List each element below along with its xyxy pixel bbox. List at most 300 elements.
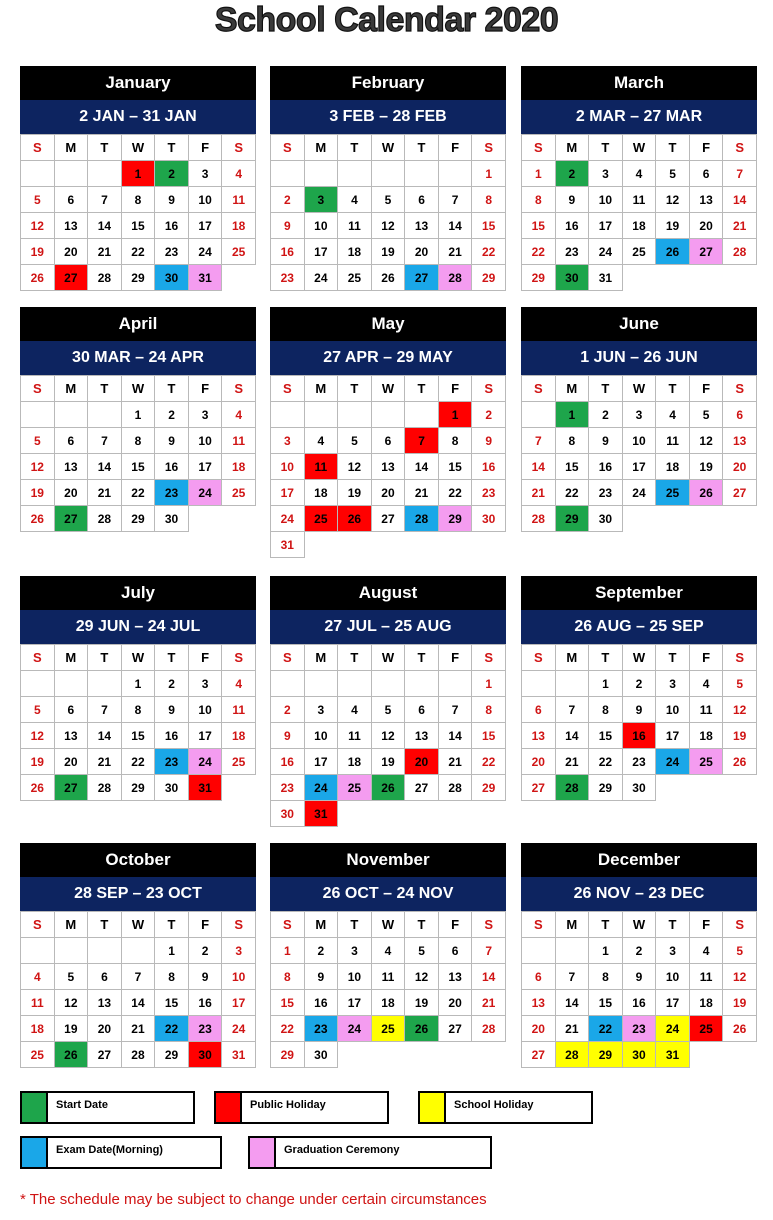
month-february <box>270 66 506 291</box>
calendar-day-empty <box>54 938 88 964</box>
day-of-week-header: M <box>304 376 338 402</box>
calendar-day: 26 <box>405 1016 439 1042</box>
calendar-day: 25 <box>338 775 372 801</box>
day-of-week-header: W <box>121 135 155 161</box>
day-of-week-header: S <box>21 135 55 161</box>
calendar-day-empty <box>472 1042 506 1068</box>
month-range: 27 JUL – 25 AUG <box>270 610 506 644</box>
calendar-day: 19 <box>656 213 690 239</box>
day-of-week-header: T <box>656 376 690 402</box>
calendar-day: 2 <box>555 161 589 187</box>
calendar-day: 30 <box>188 1042 222 1068</box>
month-name: January <box>20 66 256 100</box>
calendar-day: 31 <box>304 801 338 827</box>
calendar-day: 9 <box>555 187 589 213</box>
calendar-day-empty <box>304 532 338 558</box>
calendar-day: 23 <box>589 480 623 506</box>
month-days-grid <box>270 644 506 827</box>
calendar-day-empty <box>522 671 556 697</box>
calendar-day: 2 <box>155 402 189 428</box>
calendar-day: 14 <box>555 723 589 749</box>
calendar-day: 26 <box>21 506 55 532</box>
calendar-day: 5 <box>723 671 757 697</box>
calendar-day: 14 <box>438 213 472 239</box>
calendar-day: 24 <box>656 749 690 775</box>
day-of-week-header: T <box>589 135 623 161</box>
calendar-day: 30 <box>155 265 189 291</box>
day-of-week-header: S <box>472 912 506 938</box>
calendar-day: 29 <box>121 506 155 532</box>
calendar-day: 8 <box>121 428 155 454</box>
calendar-day: 13 <box>689 187 723 213</box>
calendar-day: 24 <box>622 480 656 506</box>
day-of-week-header: T <box>88 376 122 402</box>
calendar-day: 15 <box>472 723 506 749</box>
calendar-day-empty <box>405 801 439 827</box>
month-days-grid <box>521 911 757 1068</box>
calendar-day: 13 <box>405 213 439 239</box>
month-days-grid <box>270 134 506 291</box>
calendar-day: 2 <box>589 402 623 428</box>
calendar-day: 25 <box>689 1016 723 1042</box>
calendar-day: 30 <box>622 1042 656 1068</box>
legend-start <box>20 1091 195 1124</box>
day-of-week-header: S <box>522 376 556 402</box>
day-of-week-header: T <box>405 912 439 938</box>
calendar-day: 26 <box>21 775 55 801</box>
month-range: 26 NOV – 23 DEC <box>521 877 757 911</box>
calendar-day: 21 <box>121 1016 155 1042</box>
day-of-week-header: T <box>589 645 623 671</box>
day-of-week-header: M <box>304 912 338 938</box>
calendar-day: 28 <box>88 775 122 801</box>
calendar-day: 12 <box>723 964 757 990</box>
calendar-day: 17 <box>656 723 690 749</box>
calendar-day: 4 <box>21 964 55 990</box>
calendar-day: 28 <box>555 775 589 801</box>
calendar-day: 11 <box>689 964 723 990</box>
day-of-week-header: M <box>304 645 338 671</box>
calendar-day: 24 <box>222 1016 256 1042</box>
calendar-day: 14 <box>555 990 589 1016</box>
calendar-day: 18 <box>622 213 656 239</box>
month-days-grid <box>521 375 757 532</box>
calendar-day: 29 <box>589 775 623 801</box>
calendar-day-empty <box>622 506 656 532</box>
calendar-day: 22 <box>472 239 506 265</box>
calendar-day-empty <box>304 671 338 697</box>
day-of-week-header: W <box>371 376 405 402</box>
day-of-week-header: M <box>555 376 589 402</box>
calendar-day: 9 <box>271 213 305 239</box>
calendar-day: 16 <box>555 213 589 239</box>
calendar-day: 13 <box>371 454 405 480</box>
day-of-week-header: M <box>54 135 88 161</box>
month-october <box>20 843 256 1068</box>
legend-school-holiday-label: School Holiday <box>454 1099 534 1111</box>
calendar-day: 3 <box>271 428 305 454</box>
calendar-day: 20 <box>438 990 472 1016</box>
calendar-day-empty <box>555 938 589 964</box>
calendar-day: 1 <box>121 161 155 187</box>
day-of-week-header: F <box>188 645 222 671</box>
calendar-day: 8 <box>472 187 506 213</box>
day-of-week-header: S <box>222 376 256 402</box>
month-range: 2 MAR – 27 MAR <box>521 100 757 134</box>
calendar-day-empty <box>723 506 757 532</box>
calendar-day: 2 <box>271 697 305 723</box>
calendar-day: 20 <box>405 239 439 265</box>
month-name: June <box>521 307 757 341</box>
calendar-day: 8 <box>522 187 556 213</box>
calendar-day-empty <box>54 402 88 428</box>
calendar-day: 28 <box>121 1042 155 1068</box>
calendar-day: 2 <box>155 671 189 697</box>
calendar-day: 3 <box>304 187 338 213</box>
day-of-week-header: M <box>54 376 88 402</box>
calendar-day-empty <box>222 775 256 801</box>
calendar-day-empty <box>438 801 472 827</box>
calendar-day: 3 <box>304 697 338 723</box>
month-name: February <box>270 66 506 100</box>
calendar-day: 24 <box>304 265 338 291</box>
calendar-day: 9 <box>271 723 305 749</box>
calendar-day: 30 <box>589 506 623 532</box>
calendar-day: 24 <box>188 480 222 506</box>
calendar-day: 8 <box>589 697 623 723</box>
month-days-grid <box>20 644 256 801</box>
calendar-day: 1 <box>589 671 623 697</box>
calendar-day: 21 <box>723 213 757 239</box>
calendar-day: 19 <box>723 990 757 1016</box>
calendar-day: 12 <box>338 454 372 480</box>
calendar-day-empty <box>656 506 690 532</box>
calendar-day: 10 <box>622 428 656 454</box>
calendar-day: 8 <box>155 964 189 990</box>
day-of-week-header: T <box>155 376 189 402</box>
calendar-day: 6 <box>438 938 472 964</box>
day-of-week-header: S <box>222 135 256 161</box>
day-of-week-header: S <box>21 912 55 938</box>
calendar-day-empty <box>723 775 757 801</box>
day-of-week-header: S <box>472 376 506 402</box>
day-of-week-header: W <box>121 912 155 938</box>
month-may <box>270 307 506 558</box>
calendar-day: 27 <box>88 1042 122 1068</box>
calendar-day: 15 <box>555 454 589 480</box>
calendar-day-empty <box>338 1042 372 1068</box>
calendar-day-empty <box>222 265 256 291</box>
calendar-day-empty <box>405 532 439 558</box>
calendar-day: 17 <box>338 990 372 1016</box>
calendar-day: 23 <box>304 1016 338 1042</box>
calendar-day: 6 <box>54 428 88 454</box>
day-of-week-header: T <box>656 135 690 161</box>
legend-graduation-swatch <box>250 1138 276 1167</box>
calendar-day: 26 <box>371 775 405 801</box>
calendar-day: 8 <box>589 964 623 990</box>
calendar-day: 14 <box>522 454 556 480</box>
calendar-day: 1 <box>472 671 506 697</box>
calendar-day-empty <box>338 402 372 428</box>
day-of-week-header: W <box>622 135 656 161</box>
calendar-day: 3 <box>338 938 372 964</box>
calendar-day: 20 <box>371 480 405 506</box>
page-title: School Calendar 2020 <box>214 1 559 39</box>
calendar-day: 4 <box>222 402 256 428</box>
calendar-day: 12 <box>723 697 757 723</box>
calendar-day: 19 <box>21 749 55 775</box>
calendar-day: 17 <box>188 723 222 749</box>
calendar-day-empty <box>338 161 372 187</box>
calendar-day: 16 <box>271 239 305 265</box>
calendar-day-empty <box>405 1042 439 1068</box>
calendar-day: 30 <box>555 265 589 291</box>
calendar-day: 9 <box>622 964 656 990</box>
calendar-day: 2 <box>155 161 189 187</box>
day-of-week-header: T <box>88 912 122 938</box>
calendar-day: 16 <box>589 454 623 480</box>
month-march <box>521 66 757 291</box>
calendar-day: 16 <box>472 454 506 480</box>
calendar-day: 10 <box>304 213 338 239</box>
calendar-day: 23 <box>622 1016 656 1042</box>
calendar-day: 4 <box>222 161 256 187</box>
calendar-day: 13 <box>54 723 88 749</box>
calendar-day-empty <box>88 938 122 964</box>
month-november <box>270 843 506 1068</box>
calendar-day: 18 <box>689 723 723 749</box>
calendar-day: 24 <box>188 749 222 775</box>
calendar-day-empty <box>723 1042 757 1068</box>
month-name: October <box>20 843 256 877</box>
month-name: December <box>521 843 757 877</box>
calendar-day: 23 <box>472 480 506 506</box>
calendar-day: 26 <box>689 480 723 506</box>
calendar-day: 12 <box>54 990 88 1016</box>
calendar-day: 1 <box>121 402 155 428</box>
calendar-day: 30 <box>155 506 189 532</box>
calendar-day: 12 <box>371 213 405 239</box>
day-of-week-header: S <box>522 645 556 671</box>
calendar-day: 11 <box>222 428 256 454</box>
day-of-week-header: F <box>188 376 222 402</box>
month-january <box>20 66 256 291</box>
day-of-week-header: S <box>723 645 757 671</box>
calendar-day: 10 <box>271 454 305 480</box>
calendar-day-empty <box>522 402 556 428</box>
calendar-day: 18 <box>21 1016 55 1042</box>
calendar-day: 31 <box>188 775 222 801</box>
calendar-day: 3 <box>622 402 656 428</box>
day-of-week-header: T <box>338 376 372 402</box>
calendar-day: 21 <box>438 749 472 775</box>
calendar-day-empty <box>338 801 372 827</box>
calendar-day: 31 <box>222 1042 256 1068</box>
calendar-day-empty <box>689 1042 723 1068</box>
day-of-week-header: W <box>121 376 155 402</box>
calendar-day-empty <box>522 938 556 964</box>
legend-school-holiday <box>418 1091 593 1124</box>
day-of-week-header: M <box>304 135 338 161</box>
calendar-day: 5 <box>723 938 757 964</box>
day-of-week-header: W <box>371 645 405 671</box>
calendar-day: 17 <box>622 454 656 480</box>
day-of-week-header: S <box>21 645 55 671</box>
calendar-day: 13 <box>438 964 472 990</box>
calendar-day: 23 <box>155 749 189 775</box>
calendar-day-empty <box>371 801 405 827</box>
calendar-day-empty <box>222 506 256 532</box>
calendar-day: 15 <box>522 213 556 239</box>
legend-holiday-label: Public Holiday <box>250 1099 326 1111</box>
calendar-day: 13 <box>522 990 556 1016</box>
legend-holiday-swatch <box>216 1093 242 1122</box>
calendar-day: 16 <box>188 990 222 1016</box>
calendar-day: 21 <box>405 480 439 506</box>
calendar-day: 1 <box>155 938 189 964</box>
calendar-day: 16 <box>622 723 656 749</box>
calendar-day: 5 <box>54 964 88 990</box>
calendar-day: 4 <box>304 428 338 454</box>
calendar-day: 28 <box>88 265 122 291</box>
calendar-day: 22 <box>155 1016 189 1042</box>
day-of-week-header: S <box>271 135 305 161</box>
calendar-day-empty <box>405 161 439 187</box>
calendar-day-empty <box>21 671 55 697</box>
calendar-day: 27 <box>522 1042 556 1068</box>
calendar-day: 18 <box>338 749 372 775</box>
calendar-day: 25 <box>304 506 338 532</box>
calendar-day: 25 <box>689 749 723 775</box>
calendar-day-empty <box>371 671 405 697</box>
month-name: April <box>20 307 256 341</box>
calendar-day: 26 <box>338 506 372 532</box>
calendar-day: 4 <box>371 938 405 964</box>
calendar-day-empty <box>88 402 122 428</box>
calendar-day: 9 <box>155 428 189 454</box>
month-april <box>20 307 256 532</box>
calendar-day: 4 <box>689 671 723 697</box>
calendar-day: 20 <box>88 1016 122 1042</box>
calendar-day: 4 <box>338 187 372 213</box>
calendar-day: 16 <box>155 454 189 480</box>
calendar-day-empty <box>438 161 472 187</box>
calendar-day: 20 <box>405 749 439 775</box>
day-of-week-header: M <box>54 912 88 938</box>
calendar-day: 11 <box>222 187 256 213</box>
calendar-day: 28 <box>723 239 757 265</box>
calendar-day: 31 <box>271 532 305 558</box>
month-range: 3 FEB – 28 FEB <box>270 100 506 134</box>
calendar-day-empty <box>689 775 723 801</box>
calendar-day-empty <box>371 1042 405 1068</box>
calendar-day: 6 <box>405 187 439 213</box>
calendar-day: 8 <box>121 697 155 723</box>
calendar-day: 23 <box>155 480 189 506</box>
calendar-day: 17 <box>656 990 690 1016</box>
calendar-day: 9 <box>472 428 506 454</box>
calendar-day: 6 <box>522 964 556 990</box>
calendar-day: 8 <box>472 697 506 723</box>
calendar-day: 29 <box>589 1042 623 1068</box>
calendar-day: 20 <box>54 239 88 265</box>
legend-exam-label: Exam Date(Morning) <box>56 1144 163 1156</box>
calendar-day: 27 <box>689 239 723 265</box>
day-of-week-header: M <box>555 645 589 671</box>
calendar-day: 11 <box>371 964 405 990</box>
legend-exam <box>20 1136 222 1169</box>
calendar-day: 1 <box>438 402 472 428</box>
day-of-week-header: S <box>271 645 305 671</box>
calendar-day: 3 <box>589 161 623 187</box>
calendar-day: 19 <box>338 480 372 506</box>
calendar-day: 21 <box>88 749 122 775</box>
calendar-day: 21 <box>555 749 589 775</box>
calendar-day: 17 <box>589 213 623 239</box>
day-of-week-header: F <box>689 645 723 671</box>
calendar-day: 26 <box>54 1042 88 1068</box>
calendar-day-empty <box>689 265 723 291</box>
calendar-day: 11 <box>656 428 690 454</box>
calendar-day: 7 <box>555 964 589 990</box>
calendar-day: 30 <box>304 1042 338 1068</box>
calendar-day: 27 <box>522 775 556 801</box>
calendar-day: 22 <box>589 749 623 775</box>
calendar-day-empty <box>271 671 305 697</box>
month-range: 30 MAR – 24 APR <box>20 341 256 375</box>
calendar-day: 19 <box>21 239 55 265</box>
day-of-week-header: W <box>622 376 656 402</box>
calendar-day: 27 <box>723 480 757 506</box>
calendar-day: 26 <box>371 265 405 291</box>
calendar-day: 27 <box>438 1016 472 1042</box>
calendar-day: 19 <box>723 723 757 749</box>
calendar-day: 17 <box>188 454 222 480</box>
calendar-day: 14 <box>88 723 122 749</box>
legend-graduation <box>248 1136 492 1169</box>
calendar-day: 24 <box>338 1016 372 1042</box>
calendar-day: 31 <box>656 1042 690 1068</box>
day-of-week-header: F <box>438 912 472 938</box>
calendar-day: 24 <box>188 239 222 265</box>
calendar-day: 6 <box>405 697 439 723</box>
calendar-day: 16 <box>622 990 656 1016</box>
calendar-day: 20 <box>522 749 556 775</box>
calendar-day: 13 <box>522 723 556 749</box>
day-of-week-header: T <box>155 912 189 938</box>
calendar-day: 29 <box>472 265 506 291</box>
calendar-day: 14 <box>723 187 757 213</box>
calendar-day: 11 <box>21 990 55 1016</box>
calendar-day: 16 <box>155 213 189 239</box>
calendar-day: 20 <box>54 749 88 775</box>
calendar-day: 12 <box>21 723 55 749</box>
calendar-day: 23 <box>622 749 656 775</box>
calendar-day: 7 <box>88 187 122 213</box>
calendar-day: 5 <box>338 428 372 454</box>
calendar-day: 11 <box>622 187 656 213</box>
calendar-day: 21 <box>472 990 506 1016</box>
legend-holiday <box>214 1091 389 1124</box>
calendar-day: 18 <box>689 990 723 1016</box>
day-of-week-header: S <box>21 376 55 402</box>
calendar-day: 9 <box>589 428 623 454</box>
day-of-week-header: S <box>723 912 757 938</box>
calendar-day: 7 <box>121 964 155 990</box>
day-of-week-header: T <box>338 645 372 671</box>
calendar-day: 17 <box>188 213 222 239</box>
